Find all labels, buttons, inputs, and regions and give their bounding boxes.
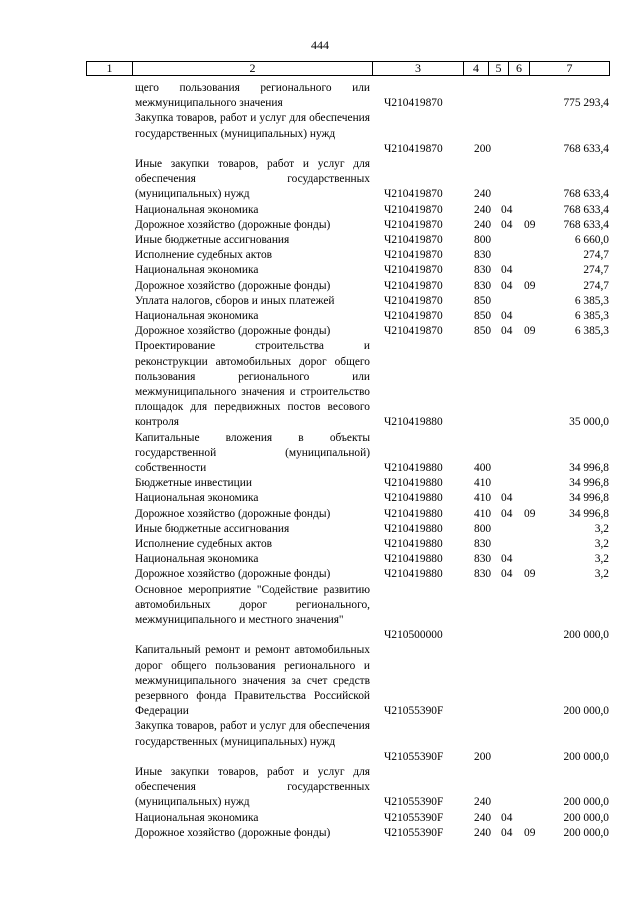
row-target-code: Ч21055390F xyxy=(384,826,444,839)
row-expense-type: 830 xyxy=(474,279,492,292)
row-target-code: Ч210419880 xyxy=(384,568,443,581)
table-row xyxy=(0,233,640,248)
row-amount: 6 660,0 xyxy=(574,234,609,246)
row-section: 04 xyxy=(501,325,513,338)
row-target-code: Ч210419870 xyxy=(384,325,443,338)
table-row xyxy=(0,157,640,203)
row-expense-type: 830 xyxy=(474,568,492,581)
row-section: 04 xyxy=(501,553,513,566)
table-row xyxy=(0,643,640,719)
row-expense-type: 830 xyxy=(474,538,492,550)
row-section: 04 xyxy=(501,264,513,277)
column-header-3: 3 xyxy=(373,62,464,75)
row-description: Национальная экономика xyxy=(135,811,259,824)
row-section: 04 xyxy=(501,568,513,581)
row-amount: 6 385,3 xyxy=(574,294,609,307)
row-target-code: Ч21055390F xyxy=(384,750,444,763)
row-target-code: Ч210419880 xyxy=(384,538,443,550)
row-description: Дорожное хозяйство (дорожные фонды) xyxy=(135,325,331,338)
row-expense-type: 240 xyxy=(474,811,492,824)
row-amount: 34 996,8 xyxy=(569,492,609,505)
row-amount: 34 996,8 xyxy=(569,477,609,490)
row-expense-type: 800 xyxy=(474,234,492,246)
row-expense-type: 830 xyxy=(474,249,492,262)
row-target-code: Ч210500000 xyxy=(384,629,443,642)
table-header xyxy=(86,61,610,76)
row-target-code: Ч210419870 xyxy=(384,264,443,277)
row-description: Национальная экономика xyxy=(135,553,259,566)
table-row xyxy=(0,552,640,567)
row-expense-type: 410 xyxy=(474,507,492,520)
row-amount: 35 000,0 xyxy=(569,416,609,429)
table-row xyxy=(0,811,640,826)
page-number: 444 xyxy=(311,38,329,52)
row-amount: 200 000,0 xyxy=(563,750,609,763)
row-expense-type: 240 xyxy=(474,826,492,839)
table-row xyxy=(0,263,640,278)
row-description: Национальная экономика xyxy=(135,264,259,277)
row-section: 04 xyxy=(501,492,513,505)
row-target-code: Ч210419870 xyxy=(384,310,443,322)
column-header-2: 2 xyxy=(133,62,373,75)
row-amount: 274,7 xyxy=(583,279,609,292)
row-amount: 34 996,8 xyxy=(569,507,609,520)
table-row xyxy=(0,765,640,811)
row-target-code: Ч210419870 xyxy=(384,188,443,201)
table-row xyxy=(0,339,640,430)
row-description: Иные бюджетные ассигнования xyxy=(135,522,290,535)
column-header-1: 1 xyxy=(87,62,133,75)
row-description: Дорожное хозяйство (дорожные фонды) xyxy=(135,568,331,581)
table-row xyxy=(0,324,640,339)
row-target-code: Ч210419870 xyxy=(384,249,443,262)
table-row xyxy=(0,431,640,477)
table-row xyxy=(0,522,640,537)
row-section: 04 xyxy=(501,279,513,292)
row-target-code: Ч210419870 xyxy=(384,203,443,216)
row-amount: 775 293,4 xyxy=(563,97,609,110)
row-target-code: Ч210419870 xyxy=(384,234,443,246)
row-subsection: 09 xyxy=(524,325,536,338)
row-description: Исполнение судебных актов xyxy=(135,249,273,262)
row-expense-type: 410 xyxy=(474,492,492,505)
row-section: 04 xyxy=(501,203,513,216)
row-amount: 768 633,4 xyxy=(563,218,609,231)
row-expense-type: 200 xyxy=(474,750,492,763)
row-description: Бюджетные инвестиции xyxy=(135,477,252,490)
row-amount: 3,2 xyxy=(594,522,609,535)
row-amount: 200 000,0 xyxy=(563,629,609,642)
row-target-code: Ч21055390F xyxy=(384,811,444,824)
row-amount: 768 633,4 xyxy=(563,142,609,155)
row-amount: 6 385,3 xyxy=(574,325,609,338)
row-amount: 3,2 xyxy=(594,538,609,550)
row-description: Дорожное хозяйство (дорожные фонды) xyxy=(135,507,331,520)
row-amount: 200 000,0 xyxy=(563,796,609,809)
row-target-code: Ч210419870 xyxy=(384,97,443,110)
table-row xyxy=(0,111,640,157)
row-section: 04 xyxy=(501,218,513,231)
row-description: Закупка товаров, работ и услуг для обеспечения государственных (муниципальных) нужд xyxy=(135,112,370,140)
row-description: Капитальный ремонт и ремонт автомобильных дорог общего пользования регионального и межмуниципального значения за счет средств резервного фонда Правительства Российской Федерации xyxy=(135,644,370,718)
row-description: Уплата налогов, сборов и иных платежей xyxy=(135,294,335,307)
table-row xyxy=(0,248,640,263)
row-amount: 274,7 xyxy=(583,264,609,277)
row-target-code: Ч21055390F xyxy=(384,705,444,718)
row-target-code: Ч210419880 xyxy=(384,522,443,535)
row-amount: 34 996,8 xyxy=(569,461,609,474)
row-description: Основное мероприятие "Содействие развитию автомобильных дорог регионального, межмуниципального и местного значения" xyxy=(135,583,370,626)
row-section: 04 xyxy=(501,811,513,824)
row-amount: 274,7 xyxy=(583,249,609,262)
table-row xyxy=(0,294,640,309)
row-expense-type: 410 xyxy=(474,477,492,490)
row-expense-type: 200 xyxy=(474,142,492,155)
row-description: Иные закупки товаров, работ и услуг для обеспечения государственных (муниципальных) нужд xyxy=(135,766,370,809)
row-target-code: Ч210419870 xyxy=(384,294,443,307)
row-description: Дорожное хозяйство (дорожные фонды) xyxy=(135,218,331,231)
row-expense-type: 850 xyxy=(474,325,492,338)
row-description: щего пользования регионального или межмуниципального значения xyxy=(135,82,370,110)
row-subsection: 09 xyxy=(524,279,536,292)
row-description: Проектирование строительства и реконструкции автомобильных дорог общего пользования регионального или межмуниципального значения и строительство площадок для передвижных постов весового контроля xyxy=(135,340,370,429)
row-description: Иные закупки товаров, работ и услуг для обеспечения государственных (муниципальных) нужд xyxy=(135,158,370,201)
row-expense-type: 240 xyxy=(474,218,492,231)
table-row xyxy=(0,203,640,218)
row-expense-type: 400 xyxy=(474,461,492,474)
row-amount: 200 000,0 xyxy=(563,811,609,824)
row-expense-type: 830 xyxy=(474,264,492,277)
row-target-code: Ч210419870 xyxy=(384,279,443,292)
row-expense-type: 240 xyxy=(474,796,492,809)
row-description: Дорожное хозяйство (дорожные фонды) xyxy=(135,826,331,839)
row-target-code: Ч210419880 xyxy=(384,492,443,505)
table-row xyxy=(0,476,640,491)
column-header-7: 7 xyxy=(566,61,573,75)
row-target-code: Ч210419880 xyxy=(384,477,443,490)
row-description: Закупка товаров, работ и услуг для обеспечения государственных (муниципальных) нужд xyxy=(135,720,370,748)
row-subsection: 09 xyxy=(524,568,536,581)
row-description: Национальная экономика xyxy=(135,492,259,505)
row-amount: 200 000,0 xyxy=(563,826,609,839)
table-row xyxy=(0,537,640,552)
row-target-code: Ч210419880 xyxy=(384,507,443,520)
table-row xyxy=(0,507,640,522)
row-amount: 3,2 xyxy=(594,553,609,566)
table-row xyxy=(0,279,640,294)
row-section: 04 xyxy=(501,310,513,322)
row-target-code: Ч21055390F xyxy=(384,796,444,809)
row-target-code: Ч210419880 xyxy=(384,553,443,566)
table-row xyxy=(0,218,640,233)
table-row xyxy=(0,826,640,841)
row-target-code: Ч210419880 xyxy=(384,416,443,429)
row-description: Дорожное хозяйство (дорожные фонды) xyxy=(135,279,331,292)
column-header-6: 6 xyxy=(509,62,530,75)
row-amount: 200 000,0 xyxy=(563,705,609,718)
table-row xyxy=(0,81,640,111)
row-section: 04 xyxy=(501,507,513,520)
row-subsection: 09 xyxy=(524,507,536,520)
table-row xyxy=(0,309,640,324)
row-description: Капитальные вложения в объекты государственной (муниципальной) собственности xyxy=(135,431,370,474)
table-row xyxy=(0,719,640,765)
row-expense-type: 240 xyxy=(474,188,492,201)
row-subsection: 09 xyxy=(524,218,536,231)
row-description: Иные бюджетные ассигнования xyxy=(135,234,290,246)
row-expense-type: 830 xyxy=(474,553,492,566)
row-description: Национальная экономика xyxy=(135,310,259,322)
row-expense-type: 850 xyxy=(474,294,492,307)
table-row xyxy=(0,583,640,644)
row-description: Национальная экономика xyxy=(135,203,259,216)
table-row xyxy=(0,567,640,582)
row-target-code: Ч210419870 xyxy=(384,142,443,155)
table-row xyxy=(0,491,640,506)
row-amount: 768 633,4 xyxy=(563,188,609,201)
row-amount: 768 633,4 xyxy=(563,203,609,216)
row-expense-type: 240 xyxy=(474,203,492,216)
row-subsection: 09 xyxy=(524,826,536,839)
row-amount: 6 385,3 xyxy=(574,310,609,322)
row-amount: 3,2 xyxy=(594,568,609,581)
row-description: Исполнение судебных актов xyxy=(135,538,273,550)
row-expense-type: 850 xyxy=(474,310,492,322)
row-target-code: Ч210419880 xyxy=(384,461,443,474)
column-header-4: 4 xyxy=(464,62,489,75)
row-section: 04 xyxy=(501,826,513,839)
row-target-code: Ч210419870 xyxy=(384,218,443,231)
row-expense-type: 800 xyxy=(474,522,492,535)
column-header-5: 5 xyxy=(489,62,509,75)
